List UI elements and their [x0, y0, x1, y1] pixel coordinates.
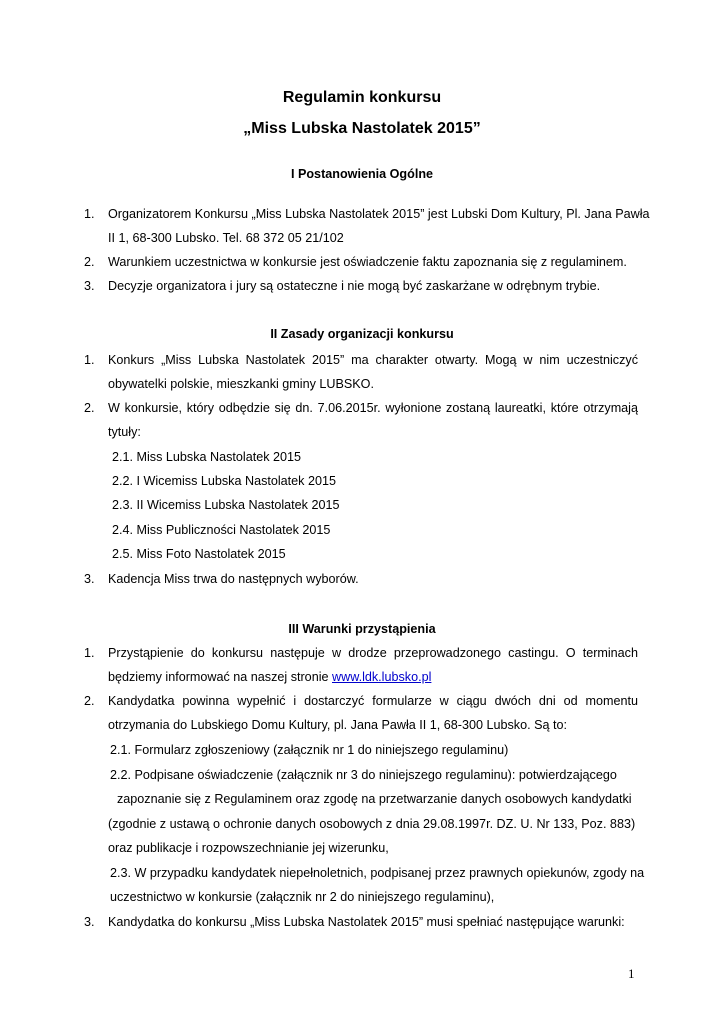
s3-item-2-line-1: Kandydatka powinna wypełnić i dostarczyć formularze w ciągu dwóch dni od momentu: [108, 694, 638, 708]
s2-item-2-number: 2.: [84, 401, 95, 415]
s2-item-1-line-2: obywatelki polskie, mieszkanki gminy LUBSKO.: [108, 377, 374, 391]
section-3-heading: III Warunki przystąpienia: [288, 622, 436, 636]
form-list-item-continuation: oraz publikacje i rozpowszechnianie jej wizerunku,: [108, 841, 389, 855]
s1-item-1-line-1: Organizatorem Konkursu „Miss Lubska Nastolatek 2015” jest Lubski Dom Kultury, Pl. Jana Pawła: [108, 207, 650, 221]
form-list-item-continuation: uczestnictwo w konkursie (załącznik nr 2 do niniejszego regulaminu),: [110, 890, 495, 904]
form-list-item-continuation: (zgodnie z ustawą o ochronie danych osobowych z dnia 29.08.1997r. DZ. U. Nr 133, Poz. 883): [108, 817, 636, 831]
contest-name: „Miss Lubska Nastolatek 2015”: [243, 120, 481, 137]
s1-item-2-number: 2.: [84, 255, 95, 269]
website-link[interactable]: www.ldk.lubsko.pl: [332, 670, 432, 684]
s3-item-2-line-2: otrzymania do Lubskiego Domu Kultury, pl. Jana Pawła II 1, 68-300 Lubsko. Są to:: [108, 718, 567, 732]
title-list-item: 2.5. Miss Foto Nastolatek 2015: [112, 547, 286, 561]
s3-item-1-line-2-text: będziemy informować na naszej stronie: [108, 670, 332, 684]
section-1-heading: I Postanowienia Ogólne: [290, 167, 434, 181]
s1-item-2-text: Warunkiem uczestnictwa w konkursie jest oświadczenie faktu zapoznania się z regulaminem.: [108, 255, 627, 269]
title-list-item: 2.1. Miss Lubska Nastolatek 2015: [112, 450, 302, 464]
s3-item-1-line-2: [108, 669, 431, 685]
form-list-item-continuation: zapoznanie się z Regulaminem oraz zgodę na przetwarzanie danych osobowych kandydatki: [117, 792, 632, 806]
s2-item-1-line-1: Konkurs „Miss Lubska Nastolatek 2015” ma charakter otwarty. Mogą w nim uczestniczyć: [108, 353, 638, 367]
title-list-item: 2.3. II Wicemiss Lubska Nastolatek 2015: [112, 498, 340, 512]
s3-item-3-text: Kandydatka do konkursu „Miss Lubska Nastolatek 2015” musi spełniać następujące warunki:: [108, 915, 625, 929]
form-list-item: 2.2. Podpisane oświadczenie (załącznik nr 3 do niniejszego regulaminu): potwierdzającego: [110, 768, 617, 782]
s1-item-3-text: Decyzje organizatora i jury są ostateczne i nie mogą być zaskarżane w odrębnym trybie.: [108, 279, 601, 293]
title-list-item: 2.2. I Wicemiss Lubska Nastolatek 2015: [112, 474, 336, 488]
s2-item-3-text: Kadencja Miss trwa do następnych wyborów.: [108, 572, 359, 586]
form-list-item: 2.1. Formularz zgłoszeniowy (załącznik nr 1 do niniejszego regulaminu): [110, 743, 509, 757]
document-title: Regulamin konkursu: [282, 89, 442, 106]
form-list-item: 2.3. W przypadku kandydatek niepełnoletnich, podpisanej przez prawnych opiekunów, zgody na: [110, 866, 645, 880]
s2-item-2-line-1: W konkursie, który odbędzie się dn. 7.06.2015r. wyłonione zostaną laureatki, które otrzymają: [108, 401, 638, 415]
s2-item-2-line-2: tytuły:: [108, 425, 141, 439]
title-list-item: 2.4. Miss Publiczności Nastolatek 2015: [112, 523, 331, 537]
section-2-heading: II Zasady organizacji konkursu: [270, 327, 454, 341]
s2-item-3-number: 3.: [84, 572, 95, 586]
s1-item-3-number: 3.: [84, 279, 95, 293]
s3-item-1-line-1: Przystąpienie do konkursu następuje w drodze przeprowadzonego castingu. O terminach: [108, 646, 638, 660]
s3-item-2-number: 2.: [84, 694, 95, 708]
s1-item-1-number: 1.: [84, 207, 95, 221]
s3-item-1-number: 1.: [84, 646, 95, 660]
s1-item-1-line-2: II 1, 68-300 Lubsko. Tel. 68 372 05 21/102: [108, 231, 344, 245]
page-number: 1: [628, 966, 635, 981]
s3-item-3-number: 3.: [84, 915, 95, 929]
s2-item-1-number: 1.: [84, 353, 95, 367]
